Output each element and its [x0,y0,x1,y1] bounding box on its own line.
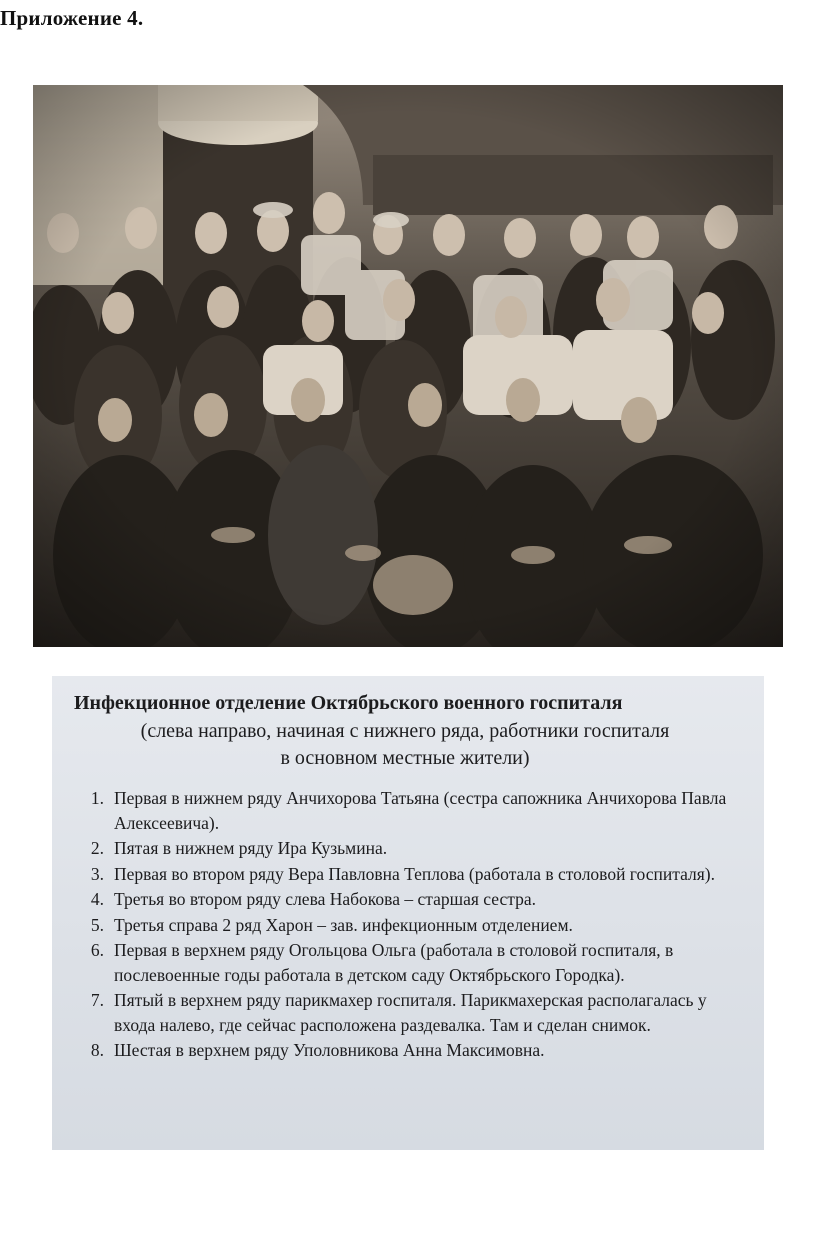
people-list [74,786,736,1063]
list-item [74,913,736,938]
list-item-text: Пятая в нижнем ряду Ира Кузьмина. [114,838,388,858]
group-photo-image [33,85,783,647]
list-item-number: 2. [90,838,104,858]
list-item-number: 5. [90,914,104,935]
list-item-text: Пятый в верхнем ряду парикмахер госпиталя. Парикмахерская располагалась у входа налево, где сейчас расположена раздевалка. Там и сделан снимок. [114,990,707,1035]
list-item [74,938,736,987]
list-item [74,988,736,1037]
photo-caption-card [52,676,764,1150]
caption-subtitle [74,718,736,772]
list-item-text: Первая в нижнем ряду Анчихорова Татьяна (сестра сапожника Анчихорова Павла Алексеевича). [114,788,727,833]
list-item [74,786,736,835]
caption-subtitle-line-2: в основном местные жители) [280,747,530,769]
list-item-number: 7. [90,990,104,1010]
caption-title: Инфекционное отделение Октябрьского военного госпиталя [74,692,623,714]
list-item-text: Шестая в верхнем ряду Уполовникова Анна Максимовна. [114,1040,545,1060]
list-item-text: Первая во втором ряду Вера Павловна Теплова (работала в столовой госпиталя). [114,863,715,884]
list-item-text: Третья справа 2 ряд Харон – зав. инфекционным отделением. [114,914,573,935]
appendix-heading: Приложение 4. [0,6,144,30]
list-item-number: 3. [90,863,104,884]
caption-subtitle-line-1: (слева направо, начиная с нижнего ряда, работники госпиталя [140,720,670,742]
list-item [74,1038,736,1063]
list-item-text: Третья во втором ряду слева Набокова – старшая сестра. [114,889,536,909]
list-item [74,887,736,912]
list-item-number: 1. [90,788,104,808]
group-photograph [33,85,783,647]
list-item [74,862,736,887]
list-item-number: 6. [90,940,104,960]
list-item [74,836,736,861]
list-item-text: Первая в верхнем ряду Огольцова Ольга (работала в столовой госпиталя, в послевоенные годы работала в детском саду Октябрьского Городка). [114,940,674,985]
list-item-number: 4. [90,889,104,909]
list-item-number: 8. [90,1040,104,1060]
